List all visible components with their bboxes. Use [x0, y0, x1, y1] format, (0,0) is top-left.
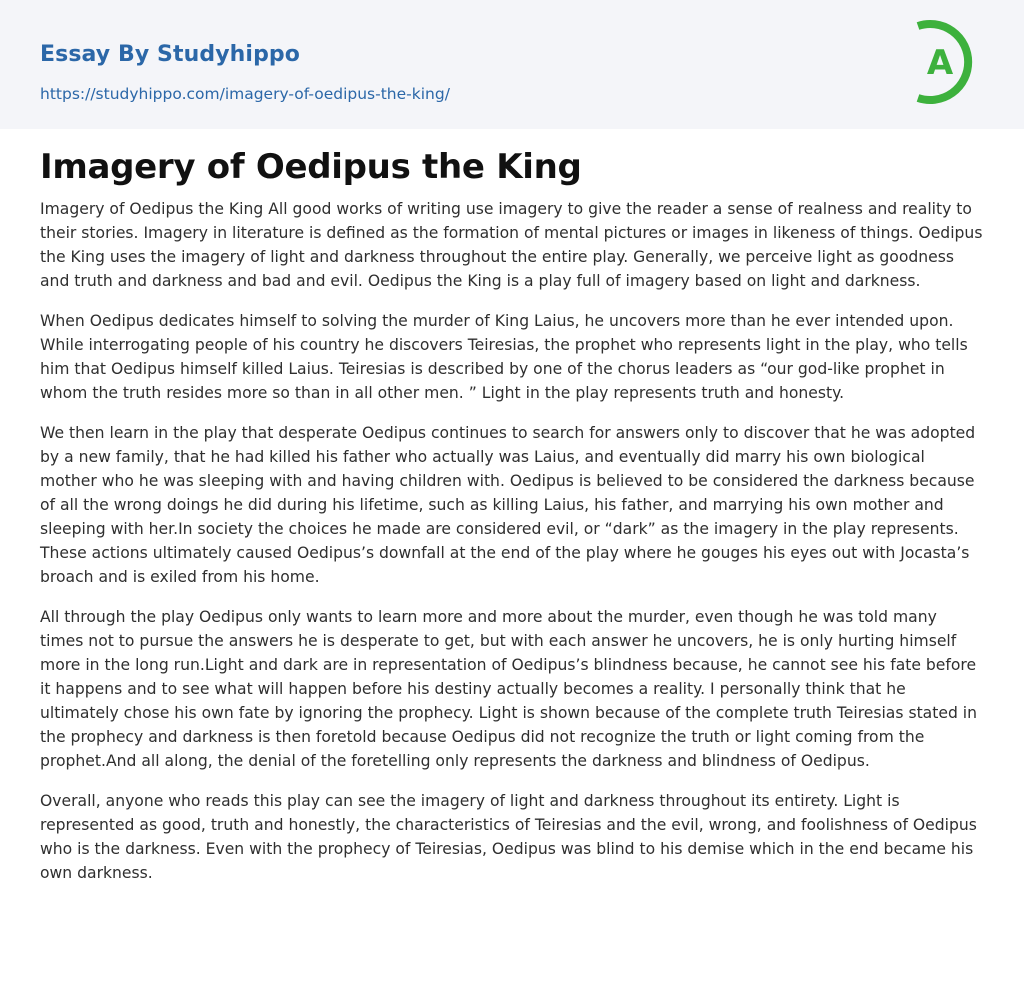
essay-paragraph: Overall, anyone who reads this play can see the imagery of light and darkness throughout its entirety. Light is represented as good, truth and honestly, the characteristics of Teiresias and the evil, wrong, and foolishness of Oedipus who is the darkness. Even with the prophecy of Teiresias, Oedipus was blind to his demise which in the end became his own darkness.: [40, 792, 977, 882]
essay-paragraph: When Oedipus dedicates himself to solving the murder of King Laius, he uncovers more than he ever intended upon. While interrogating people of his country he discovers Teiresias, the prophet who represents light in the play, who tells him that Oedipus himself killed Laius. Teiresias is described by one of the chorus leaders as “our god-like prophet in whom the truth resides more so than in all other men. ” Light in the play represents truth and honesty.: [40, 312, 968, 402]
essay-title: Imagery of Oedipus the King: [40, 147, 582, 187]
brand-title[interactable]: Essay By Studyhippo: [40, 42, 300, 67]
logo-letter: A: [926, 43, 954, 83]
essay-paragraph: We then learn in the play that desperate Oedipus continues to search for answers only to discover that he was adopted by a new family, that he had killed his father who actually was Laius, and eventually did marry his own biological mother who he was sleeping with and having children with. Oedipus is believed to be considered the darkness because of all the wrong doings he did during his lifetime, such as killing Laius, his father, and marrying his own mother and sleeping with her.In society the choices he made are considered evil, or “dark” as the imagery in the play represents. These actions ultimately caused Oedipus’s downfall at the end of the play where he gouges his eyes out with Jocasta’s broach and is exiled from his home.: [40, 424, 976, 586]
studyhippo-logo-icon[interactable]: [910, 18, 988, 106]
site-header: [0, 0, 1024, 129]
essay-paragraph: All through the play Oedipus only wants to learn more and more about the murder, even though he was told many times not to pursue the answers he is desperate to get, but with each answer he uncovers, he is only hurting himself more in the long run.Light and dark are in representation of Oedipus’s blindness because, he cannot see his fate before it happens and to see what will happen before his destiny actually becomes a reality. I personally think that he ultimately chose his own fate by ignoring the prophecy. Light is shown because of the complete truth Teiresias stated in the prophecy and darkness is then foretold because Oedipus did not recognize the truth or light coming from the prophet.And all along, the denial of the foretelling only represents the darkness and blindness of Oedipus.: [40, 608, 978, 770]
essay-url-link[interactable]: https://studyhippo.com/imagery-of-oedipus-the-king/: [40, 85, 450, 103]
essay-paragraph: Imagery of Oedipus the King All good works of writing use imagery to give the reader a sense of realness and reality to their stories. Imagery in literature is defined as the formation of mental pictures or images in likeness of things. Oedipus the King uses the imagery of light and darkness throughout the entire play. Generally, we perceive light as goodness and truth and darkness and bad and evil. Oedipus the King is a play full of imagery based on light and darkness.: [40, 200, 983, 290]
essay-body: [40, 197, 984, 885]
